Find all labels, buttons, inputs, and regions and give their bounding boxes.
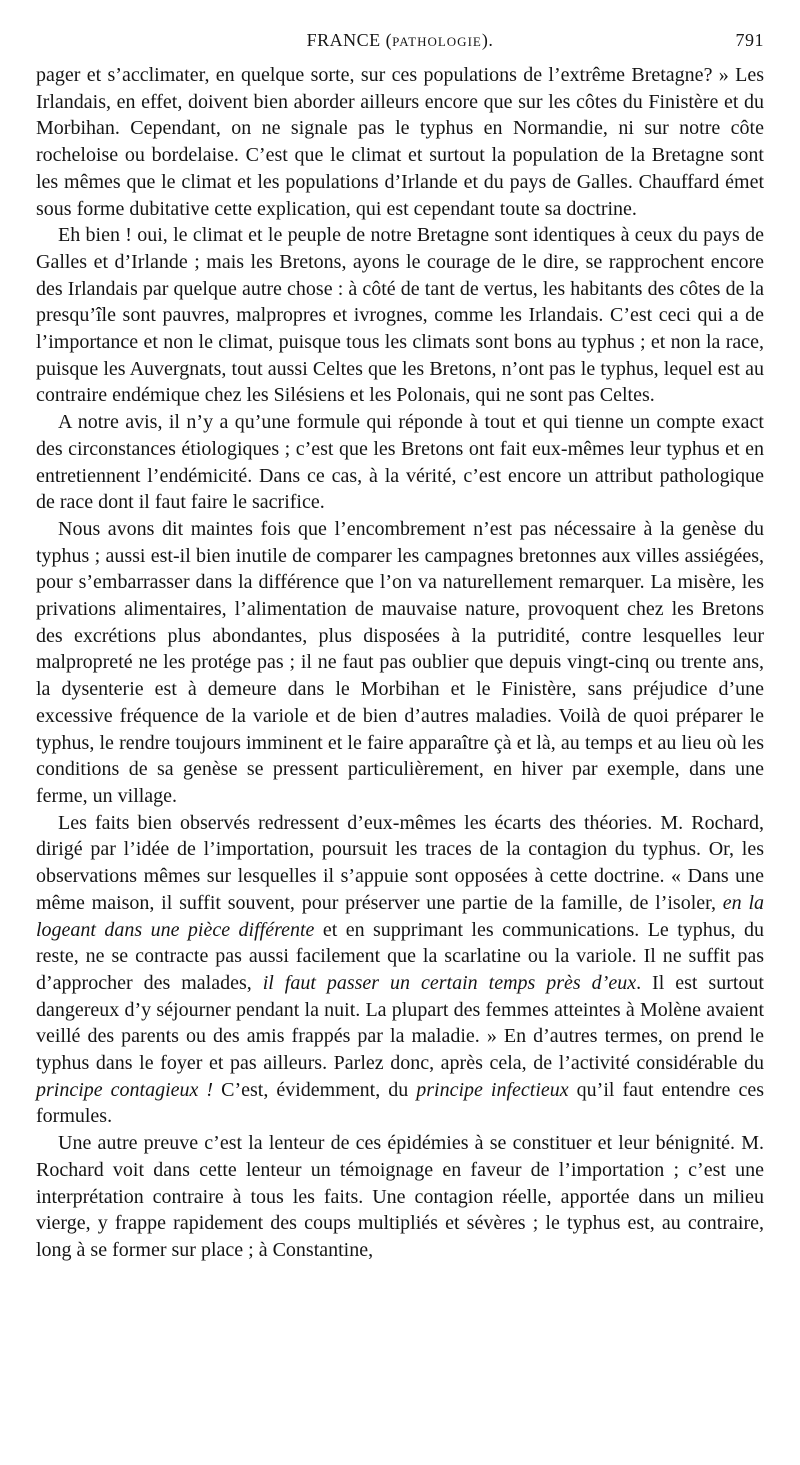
running-title-smallcaps: pathologie — [392, 30, 482, 50]
paragraph — [36, 409, 764, 516]
text-run: Une autre preuve c’est la lenteur de ces épidémies à se constituer et leur bénignité. M. Rochard voit dans cette lenteur un témoignage en faveur de l’importation ; c’est une interprétation contraire à tous les faits. Une contagion réelle, apportée dans un milieu vierge, y frappe rapidement des coups multipliés et sévères ; le typhus est, au contraire, long à se former sur place ; à Constantine, — [36, 1132, 764, 1261]
italic-text: principe infectieux — [416, 1078, 569, 1101]
running-title-main: FRANCE ( — [306, 30, 393, 50]
running-title-end: ). — [481, 30, 494, 50]
running-title — [36, 30, 764, 51]
running-head — [36, 22, 764, 52]
text-run: Nous avons dit maintes fois que l’encombrement n’est pas nécessaire à la genèse du typhus ; aussi est-il bien inutile de comparer les campagnes bretonnes aux villes assiégées, pour s’embarrasser dans la différence que l’on va naturellement remarquer. La misère, les privations alimentaires, l’alimentation de mauvaise nature, provoquent chez les Bretons des excrétions plus abondantes, plus disposées à la putridité, contre lesquelles leur malpropreté ne les protége pas ; il ne faut pas oublier que depuis vingt-cinq ou trente ans, la dysenterie est à demeure dans le Morbihan et le Finistère, sans préjudice d’une excessive fréquence de la variole et de bien d’autres maladies. Voilà de quoi préparer le typhus, le rendre toujours imminent et le faire apparaître çà et là, au temps et au lieu où les conditions de sa genèse se pressent particulièrement, en hiver par exemple, dans une ferme, un village. — [36, 517, 764, 807]
paragraph — [36, 810, 764, 1130]
text-run: pager et s’acclimater, en quelque sorte, sur ces populations de l’extrême Bretagne? » Les Irlandais, en effet, doivent bien aborder ailleurs encore que sur les côtes du Finistère et du Morbihan. Cependant, on ne signale pas le typhus en Normandie, ni sur notre côte rocheloise ou bordelaise. C’est que le climat et surtout la population de la Bretagne sont les mêmes que le climat et les populations d’Irlande et du pays de Galles. Chauffard émet sous forme dubitative cette explication, qui est cependant toute sa doctrine. — [36, 64, 764, 220]
text-run: Les faits bien observés redressent d’eux-mêmes les écarts des théories. M. Rochard, dirigé par l’idée de l’importation, poursuit les traces de la contagion du typhus. Or, les observations mêmes sur lesquelles il s’appuie sont opposées à cette doctrine. « Dans une même maison, il suffit souvent, pour préserver une partie de la famille, de l’isoler, — [36, 811, 764, 914]
text-run: Eh bien ! oui, le climat et le peuple de notre Bretagne sont identiques à ceux du pays de Galles et d’Irlande ; mais les Bretons, ayons le courage de le dire, se rapprochent encore des Irlandais par quelque autre chose : à côté de tant de vertus, les habitants des côtes de la presqu’île sont pauvres, malpropres et ivrognes, comme les Irlandais. C’est ceci qui a de l’importance et non le climat, puisque tous les climats sont bons au typhus ; et non la race, puisque les Auvergnats, tout aussi Celtes que les Bretons, n’ont pas le typhus, lequel est au contraire endémique chez les Silésiens et les Polonais, qui ne sont pas Celtes. — [36, 224, 764, 407]
text-run: A notre avis, il n’y a qu’une formule qui réponde à tout et qui tienne un compte exact des circonstances étiologiques ; c’est que les Bretons ont fait eux-mêmes leur typhus et en entretiennent l’endémicité. Dans ce cas, à la vérité, c’est encore un attribut pathologique de race dont il faut faire le sacrifice. — [36, 411, 764, 514]
paragraph — [36, 62, 764, 222]
text-run: qu’il faut entendre ces formules. — [36, 1078, 764, 1128]
text-run: C’est, évidemment, du — [213, 1078, 417, 1101]
page-number: 791 — [735, 30, 764, 50]
body-text — [36, 62, 764, 1264]
italic-text: en la logeant dans une pièce différente — [36, 891, 765, 941]
paragraph — [36, 222, 764, 409]
text-run: . Il est surtout dangereux d’y séjourner pendant la nuit. La plupart des femmes atteintes à Molène avaient veillé des parents ou des amis frappés par la maladie. » En d’autres termes, on prend le typhus dans le foyer et pas ailleurs. Parlez donc, après cela, de l’activité considérable du — [36, 971, 764, 1075]
paragraph — [36, 516, 764, 810]
paragraph — [36, 1130, 764, 1264]
italic-text: il faut passer un certain temps près d’eux — [262, 971, 637, 994]
italic-text: principe contagieux ! — [36, 1078, 214, 1101]
text-run: et en supprimant les communications. Le typhus, du reste, ne se contracte pas aussi facilement que la scarlatine ou la variole. Il ne suffit pas d’approcher des malades, — [36, 918, 764, 994]
